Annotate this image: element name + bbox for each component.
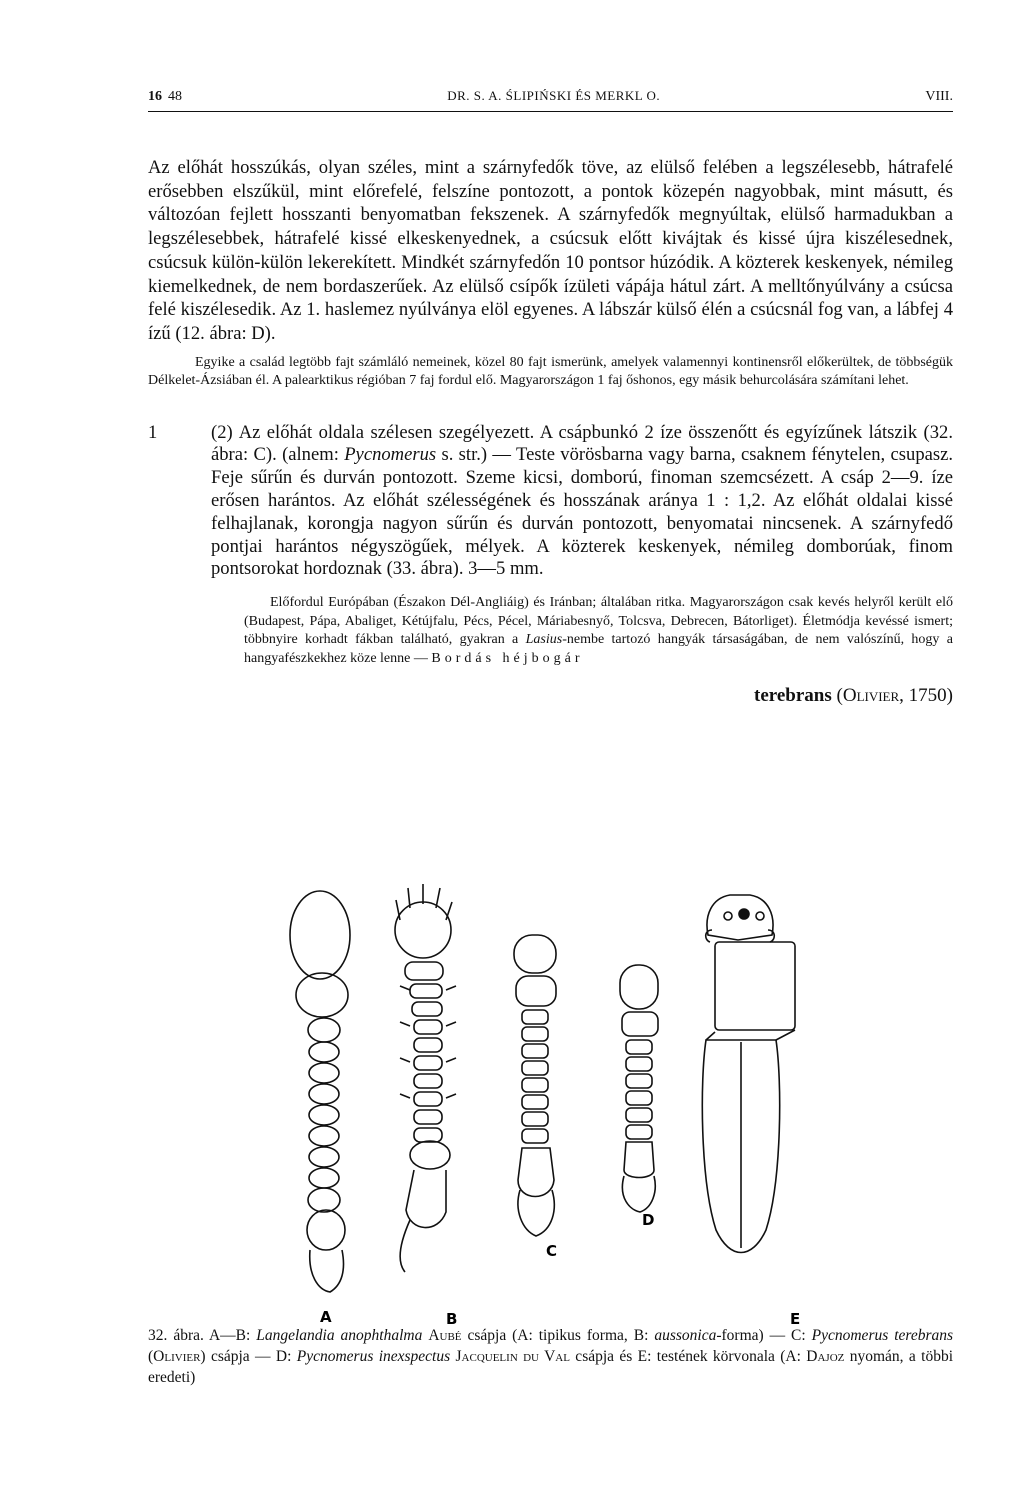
beetle-outline-e (702, 895, 795, 1253)
antenna-d-drawing (620, 965, 658, 1212)
running-header (148, 88, 953, 112)
page-number: 16 48 (148, 89, 182, 104)
genus-name: Pycnomerus (344, 444, 437, 466)
page (148, 88, 953, 707)
main-paragraph: Az előhát hosszúkás, olyan széles, mint a szárnyfedők töve, az elülső felében a legszélesebb, hátrafelé erősebben elszűkül, mint előrefelé, felszíne pontozott, a pontok közepén nagyobbak, mint másutt, és változóan fejlett hosszanti benyomatban fekszenek. A szárnyfedők megnyúltak, elülső harmadukban a legszélesebbek, hátrafelé kissé elkeskenyednek, a csúcsuk előtt kivájtak és kissé újra kiszélesednek, csúcsuk külön-külön lekerekített. Mindkét szárnyfedőn 10 pontsor húzódik. A közterek keskenyek, némileg kiemelkednek, de nem bordaszerűek. Az elülső csípők ízületi vápája hátul zárt. A melltőnyúlvány a csúcsa felé kiszélesedik. Az 1. haslemez nyúlványa elöl egyenes. A lábszár külső élén a csúcsnál fog van, a lábfej 4 ízű (12. ábra: D). (148, 157, 953, 344)
genus-note: Egyike a család legtöbb fajt számláló nemeinek, közel 80 fajt ismerünk, amelyek valamennyi kontinensről előkerültek, de többségük Délkelet-Ázsiában él. A palearktikus régióban 7 faj fordul elő. Magyarországon 1 faj őshonos, egy másik behurcolására számítani lehet. (148, 354, 953, 389)
label-c: C (546, 1242, 558, 1260)
species-author: (Olivier, 1750) (836, 684, 953, 706)
header-authors: DR. S. A. ŚLIPIŃSKI ÉS MERKL O. (447, 88, 661, 103)
species-heading (148, 685, 953, 707)
key-text: (2) Az előhát oldala szélesen szegélyezett. A csápbunkó 2 íze összenőtt és egyízűnek látszik (32. ábra: C). (alnem: Pycnomerus s. str.) — Teste vörösbarna vagy barna, csaknem fénytelen, csupasz. Feje sűrűn és durván pontozott. Szeme kicsi, domború, finoman szemcsézett. A csáp 2—9. íze erősen harántos. Az előhát szélességének és hosszának aránya 1 : 1,2. Az előhát oldalai kissé felhajlanak, korongja nagyon sűrűn és durván pontozott, benyomatai nincsenek. A szárnyfedő pontjai harántos négyszögűek, mélyek. A közterek keskenyek, némileg domborúak, finom pontsorokat hordoznak (33. ábra). 3—5 mm. (211, 421, 954, 580)
key-ref: (2) (211, 421, 233, 443)
label-e: E (790, 1310, 801, 1328)
key-number: 1 (148, 421, 158, 443)
antenna-c-drawing (514, 935, 556, 1236)
label-a: A (320, 1308, 332, 1326)
antenna-b-drawing (395, 884, 456, 1272)
antenna-a-drawing (290, 891, 350, 1292)
species-name: terebrans (754, 684, 832, 706)
header-section: VIII. (925, 89, 953, 104)
figure-32 (260, 880, 820, 1330)
key-couplet-1 (148, 422, 953, 707)
figure-caption: 32. ábra. A—B: Langelandia anophthalma Aubé csápja (A: tipikus forma, B: aussonica-forma) — C: Pycnomerus terebrans (Olivier) csápja — D: Pycnomerus inexspectus Jacquelin du Val csápja és E: testének körvonala (A: Dajoz nyomán, a többi eredeti) (148, 1327, 954, 1386)
distribution-note: Előfordul Európában (Északon Dél-Angliáig) és Iránban; általában ritka. Magyarországon csak kevés helyről került elő (Budapest, Pápa, Abaliget, Kétújfalu, Pécs, Pécel, Máriabesnyő, Tolcsva, Debrecen, Bátorliget). Életmódja kevéssé ismert; többnyire korhadt fákban található, gyakran a Lasius-nembe tartozó hangyák társaságában, de nem valószínű, hogy a hangyafészkekhez köze lenne — Bordás héjbogár (244, 595, 953, 666)
label-b: B (446, 1310, 458, 1328)
common-name: Bordás héjbogár (431, 650, 584, 666)
label-d: D (642, 1211, 655, 1229)
